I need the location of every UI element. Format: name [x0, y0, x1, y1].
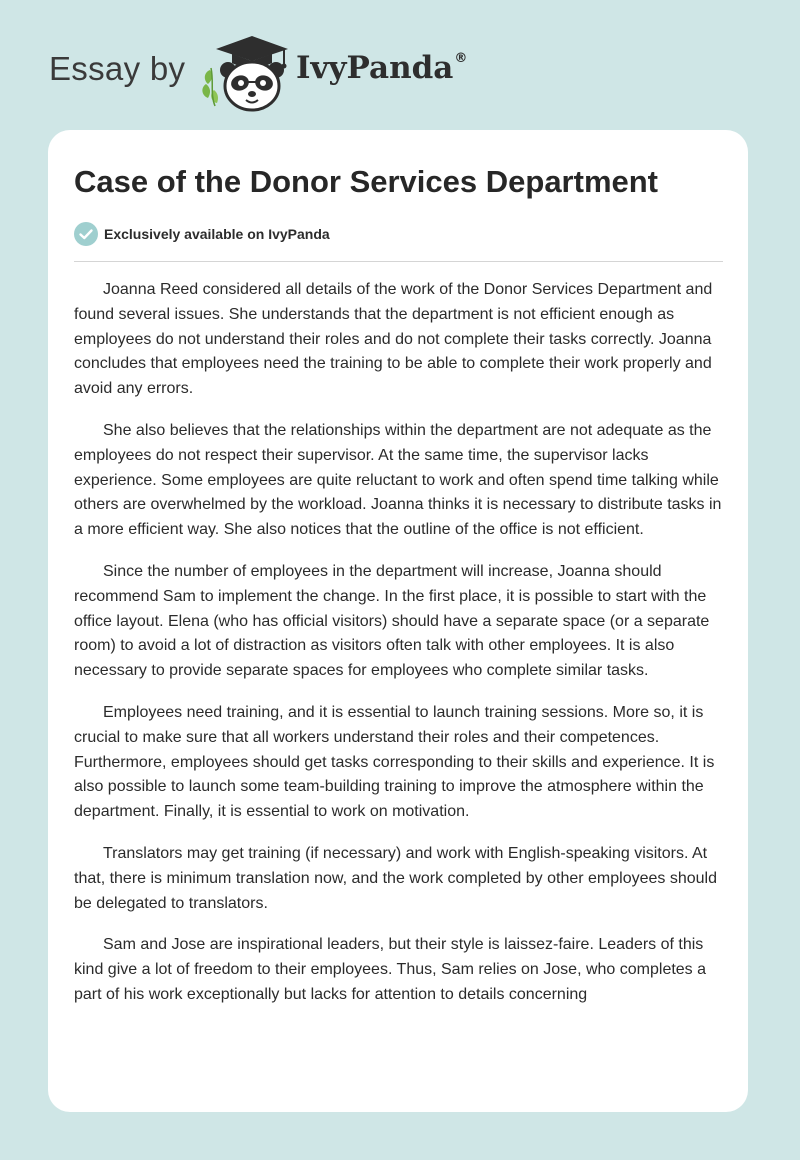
paragraph: Translators may get training (if necessary) and work with English-speaking visitors. At that, there is minimum translation now, and the work completed by other employees should be delegated to translators.	[74, 844, 717, 912]
brand-name[interactable]: IvyPanda®	[296, 50, 468, 86]
paragraph: Employees need training, and it is essential to launch training sessions. More so, it is crucial to make sure that all workers understand their roles and their competences. Furthermore, employees should get tasks corresponding to their skills and experience. It is also possible to launch some team-building training to improve the atmosphere within the department. Finally, it is essential to work on motivation.	[74, 703, 715, 821]
paragraph: Since the number of employees in the department will increase, Joanna should recommend Sam to implement the change. In the first place, it is possible to start with the office layout. Elena (who has official visitors) should have a separate space (or a separate room) to avoid a lot of distraction as visitors often talk with other employees. It is also necessary to provide separate spaces for employees who complete similar tasks.	[74, 562, 710, 680]
paragraph: Joanna Reed considered all details of the work of the Donor Services Department and found several issues. She understands that the department is not efficient enough as employees do not understand their roles and do not complete their tasks correctly. Joanna concludes that employees need the training to be able to complete their work properly and avoid any errors.	[74, 281, 713, 398]
page-title: Case of the Donor Services Department	[74, 164, 659, 199]
document-card	[48, 130, 748, 1112]
exclusive-badge	[74, 222, 330, 246]
check-circle-icon	[74, 222, 98, 246]
brand-prefix: Essay by	[49, 50, 186, 87]
site-header	[0, 0, 800, 128]
divider	[74, 261, 723, 262]
paragraph: Sam and Jose are inspirational leaders, but their style is laissez-faire. Leaders of this kind give a lot of freedom to their employees. Thus, Sam relies on Jose, who completes a part of his work exceptionally but lacks for attention to details concerning	[74, 936, 707, 1003]
badge-text: Exclusively available on IvyPanda	[104, 226, 330, 242]
paragraph: She also believes that the relationships within the department are not adequate as the employees do not respect their supervisor. At the same time, the supervisor lacks experience. Some employees are quite reluctant to work and often spend time talking while others are overwhelmed by the workload. Joanna thinks it is necessary to distribute tasks in a more efficient way. She also notices that the outline of the office is not efficient.	[74, 421, 722, 539]
panda-graduation-cap-icon[interactable]	[200, 32, 296, 112]
registered-mark: ®	[454, 51, 468, 66]
essay-body	[74, 278, 722, 1025]
